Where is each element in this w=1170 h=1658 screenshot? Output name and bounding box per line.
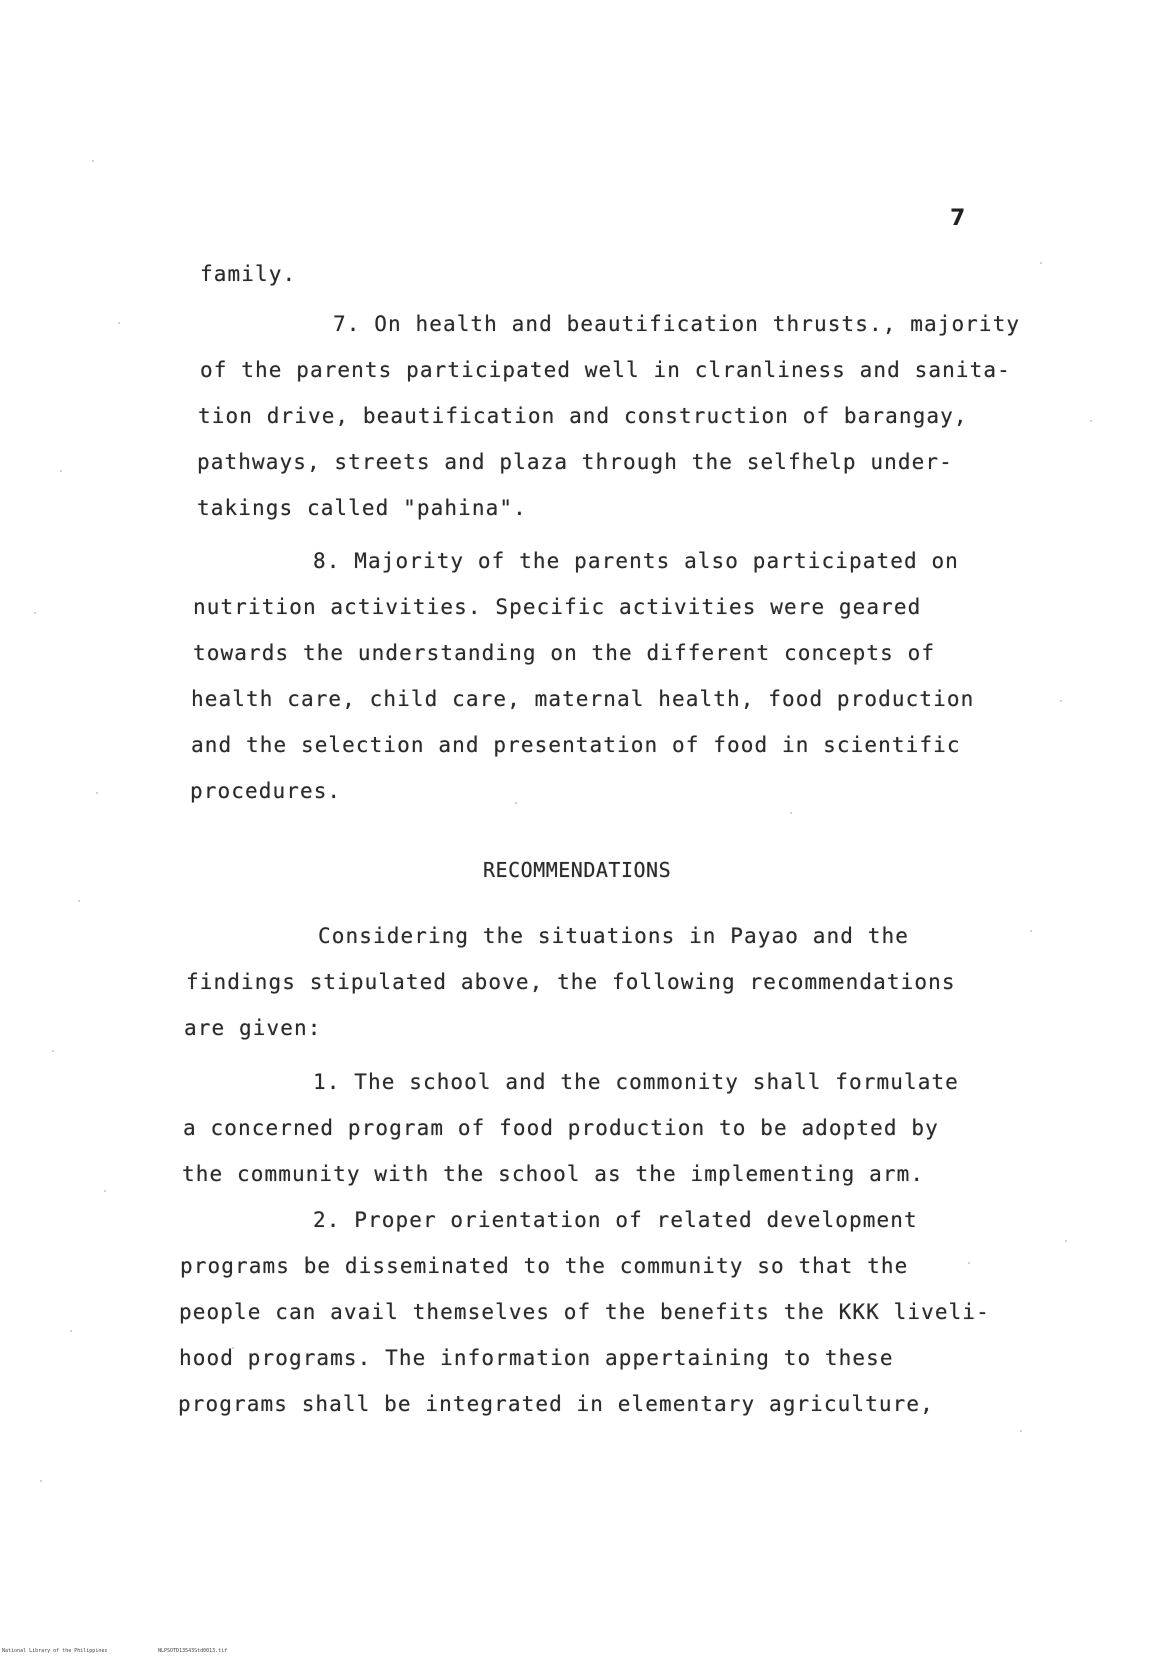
paragraph-line: 8. Majority of the parents also participated on: [313, 549, 959, 573]
footer-library-name: National Library of the Philippines: [2, 1648, 108, 1654]
paragraph-line: towards the understanding on the different concepts of: [193, 641, 936, 665]
paragraph-line: hood programs. The information appertaining to these: [179, 1346, 894, 1370]
paragraph-line: and the selection and presentation of food in scientific: [191, 733, 961, 757]
paragraph-line: the community with the school as the implementing arm.: [182, 1162, 925, 1186]
paragraph-line: 2. Proper orientation of related development: [313, 1208, 918, 1232]
paragraph-line: programs shall be integrated in elementary agriculture,: [178, 1392, 934, 1416]
paragraph-line: of the parents participated well in clranliness and sanita-: [200, 358, 1011, 382]
paragraph-line: tion drive, beautification and construction of barangay,: [198, 404, 968, 428]
paragraph-line: takings called "pahina".: [197, 496, 527, 520]
paragraph-line: family.: [200, 262, 297, 286]
paragraph-line: health care, child care, maternal health, food production: [191, 687, 975, 711]
paragraph-line: procedures.: [190, 779, 342, 803]
paragraph-line: 7. On health and beautification thrusts., majority: [333, 312, 1021, 336]
paragraph-line: people can avail themselves of the benefits the KKK liveli-: [179, 1300, 990, 1324]
paragraph-line: nutrition activities. Specific activities were geared: [193, 595, 922, 619]
page-number: 7: [950, 206, 966, 231]
paragraph-line: programs be disseminated to the community so that the: [180, 1254, 909, 1278]
paragraph-line: pathways, streets and plaza through the selfhelp under-: [197, 450, 953, 474]
section-heading: RECOMMENDATIONS: [483, 858, 672, 882]
paragraph-line: findings stipulated above, the following recommendations: [186, 970, 956, 994]
paragraph-line: a concerned program of food production to be adopted by: [183, 1116, 939, 1140]
paragraph-line: are given:: [184, 1016, 322, 1040]
paragraph-line: Considering the situations in Payao and the: [318, 924, 909, 948]
paragraph-line: 1. The school and the commonity shall formulate: [313, 1070, 959, 1094]
footer-filename: NLPSOTD13543Std0013.tif: [158, 1648, 228, 1654]
